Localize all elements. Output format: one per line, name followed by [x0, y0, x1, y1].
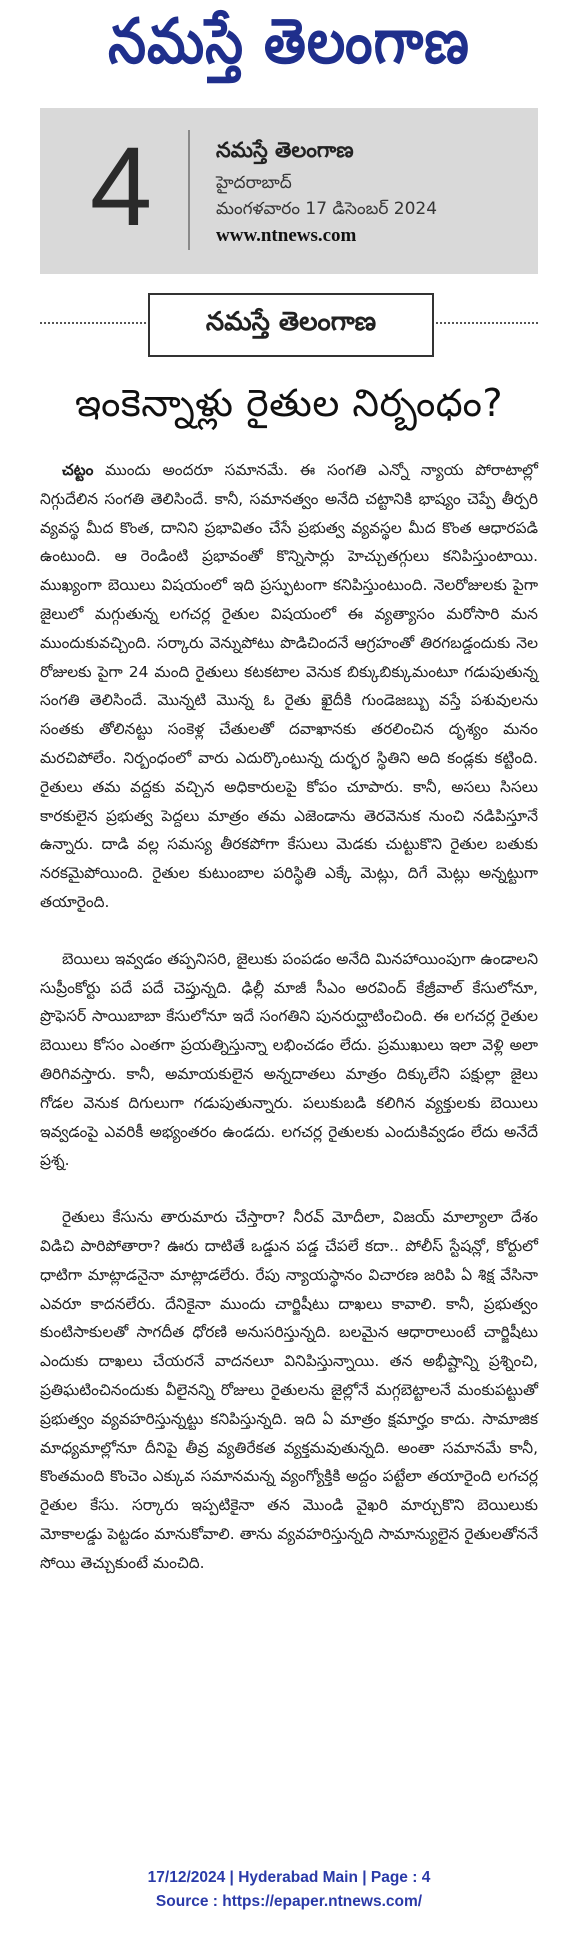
footer-edition-line: 17/12/2024 | Hyderabad Main | Page : 4: [147, 1869, 431, 1886]
dateline-info: [216, 136, 437, 250]
lead-word: చట్టం: [62, 461, 94, 479]
paragraph: [40, 456, 538, 917]
footer-source-link[interactable]: Source : https://epaper.ntnews.com/: [155, 1893, 423, 1910]
paragraph: రైతులు కేసును తారుమారు చేస్తారా? నీరవ్ మోదీలా, విజయ్ మాల్యాలా దేశం విడిచి పారిపోతారా? ఊరు దాటితే ఒడ్డున పడ్డ చేపలే కదా.. పోలీస్ స్టేషన్లో, కోర్టులో ధాటిగా మాట్లాడనైనా మాట్లాడలేరు. రేపు న్యాయస్థానం విచారణ జరిపి ఏ శిక్ష వేసినా ఎవరూ కాదనలేరు. దేనికైనా ముందు చార్జిషీటు దాఖలు కావాలి. కానీ, ప్రభుత్వం కుంటిసాకులతో సాగదీత ధోరణి అనుసరిస్తున్నది. బలమైన ఆధారాలుంటే చార్జిషీటు ఎందుకు దాఖలు చేయరనే వాదనలూ వినిపిస్తున్నాయి. తన అభీష్టాన్ని ప్రశ్నించి, ప్రతిఘటించినందుకు వీలైనన్ని రోజులు రైతులను జైల్లోనే మగ్గబెట్టాలనే మంకుపట్టుతో ప్రభుత్వం వ్యవహరిస్తున్నట్టు కనిపిస్తున్నది. ఇది ఏ మాత్రం క్షమార్హం కాదు. సామాజిక మాధ్యమాల్లోనూ దీనిపై తీవ్ర వ్యతిరేకత వ్యక్తమవుతున్నది. అంతా సమానమే కానీ, కొంతమంది కొంచెం ఎక్కువ సమానమన్న వ్యంగ్యోక్తికి అద్దం పట్టేలా తయారైంది లగచర్ల రైతుల కేసు. సర్కారు ఇప్పటికైనా తన మొండి వైఖరి మార్చుకొని బెయిలుకు మోకాలడ్డు పెట్టడం మానుకోవాలి. తాను వ్యవహరిస్తున్నది సామాన్యులైన రైతులతోననే సోయి తెచ్చుకుంటే మంచిది.: [40, 1208, 538, 1572]
issue-date: మంగళవారం 17 డిసెంబర్ 2024: [216, 199, 438, 219]
headline: ఇంకెన్నాళ్లు రైతుల నిర్బంధం?: [74, 381, 504, 425]
page-number: 4: [89, 124, 153, 249]
website: www.ntnews.com: [216, 225, 357, 246]
paragraph-text: ముందు అందరూ సమానమే. ఈ సంగతి ఎన్నో న్యాయ పోరాటాల్లో నిగ్గుదేలిన సంగతి తెలిసిందే. కానీ, సమానత్వం అనేది చట్టానికి భాష్యం చెప్పే తీర్పరి వ్యవస్థ మీద కొంత, దానిని ప్రభావితం చేసే ప్రభుత్వ వ్యవస్థల మీద కొంత ఆధారపడి ఉంటుంది. ఆ రెండింటి ప్రభావంతో కొన్నిసార్లు హెచ్చుతగ్గులు కనిపిస్తుంటాయి. ముఖ్యంగా బెయిలు విషయంలో ఇది ప్రస్ఫుటంగా కనిపిస్తుంటుంది. నెలరోజులకు పైగా జైలులో మగ్గుతున్న లగచర్ల రైతుల విషయంలో ఈ వ్యత్యాసం మరోసారి మన ముందుకువచ్చింది. సర్కారు వెన్నుపోటు పొడిచిందనే ఆగ్రహంతో తిరగబడ్డందుకు నెల రోజులకు పైగా 24 మంది రైతులు కటకటాల వెనుక బిక్కుబిక్కుమంటూ గడుపుతున్న సంగతి తెలిసిందే. మొన్నటి మొన్న ఓ రైతు ఖైదీకి గుండెజబ్బు వస్తే పశువులను సంతకు తోలినట్టు సంకెళ్ల చేతులతో దవాఖానకు తరలించిన దృశ్యం మనం మరచిపోలేం. నిర్బంధంలో వారు ఎదుర్కొంటున్న దుర్భర స్థితిని అది కండ్లకు కట్టింది. రైతులు తమ వద్దకు వచ్చిన అధికారులపై కోపం చూపారు. కానీ, అసలు సిసలు కారకులైన ప్రభుత్వ పెద్దలు మాత్రం తమ ఎజెండాను తెరవెనుక నుంచి నడిపిస్తూనే ఉన్నారు. దాడి వల్ల సమస్య తీరకపోగా కేసులు మెడకు చుట్టుకొని రైతుల బతుకు నరకమైపోయింది. రైతుల కుటుంబాల పరిస్థితి ఎక్కే మెట్లు, దిగే మెట్లు అన్నట్టుగా తయారైంది.: [40, 461, 538, 911]
paragraph: బెయిలు ఇవ్వడం తప్పనిసరి, జైలుకు పంపడం అనేది మినహాయింపుగా ఉండాలని సుప్రీంకోర్టు పదే పదే చెప్తున్నది. ఢిల్లీ మాజీ సీఎం అరవింద్ కేజ్రీవాల్ కేసులోనూ, ప్రొఫెసర్ సాయిబాబా కేసులోనూ ఇదే సంగతిని పునరుద్ఘాటించింది. ఈ లగచర్ల రైతుల బెయిలు కోసం ఎంతగా ప్రయత్నిస్తున్నా లభించడం లేదు. ప్రముఖులు ఇలా వెళ్లి అలా తిరిగివస్తారు. కానీ, అమాయకులైన అన్నదాతలు మాత్రం దిక్కులేని పక్షుల్లా జైలు గోడల వెనుక దిగులుగా గడుపుతున్నారు. పలుకుబడి కలిగిన వ్యక్తులకు బెయిలు ఇవ్వడంపై ఎవరికీ అభ్యంతరం ఉండదు. లగచర్ల రైతులకు ఎందుకివ్వడం లేదు అనేదే ప్రశ్న.: [40, 949, 538, 1170]
vertical-divider: [188, 130, 190, 250]
masthead: [0, 0, 578, 98]
article-body: [40, 456, 538, 1605]
editorial-banner-label: నమస్తే తెలంగాణ: [205, 307, 377, 337]
dateline-box: [40, 108, 538, 274]
paper-name: నమస్తే తెలంగాణ: [216, 138, 354, 162]
city: హైదరాబాద్: [216, 173, 292, 193]
editorial-banner: [148, 293, 434, 357]
masthead-logo: నమస్తే తెలంగాణ: [108, 4, 470, 78]
footer: [0, 1866, 578, 1914]
